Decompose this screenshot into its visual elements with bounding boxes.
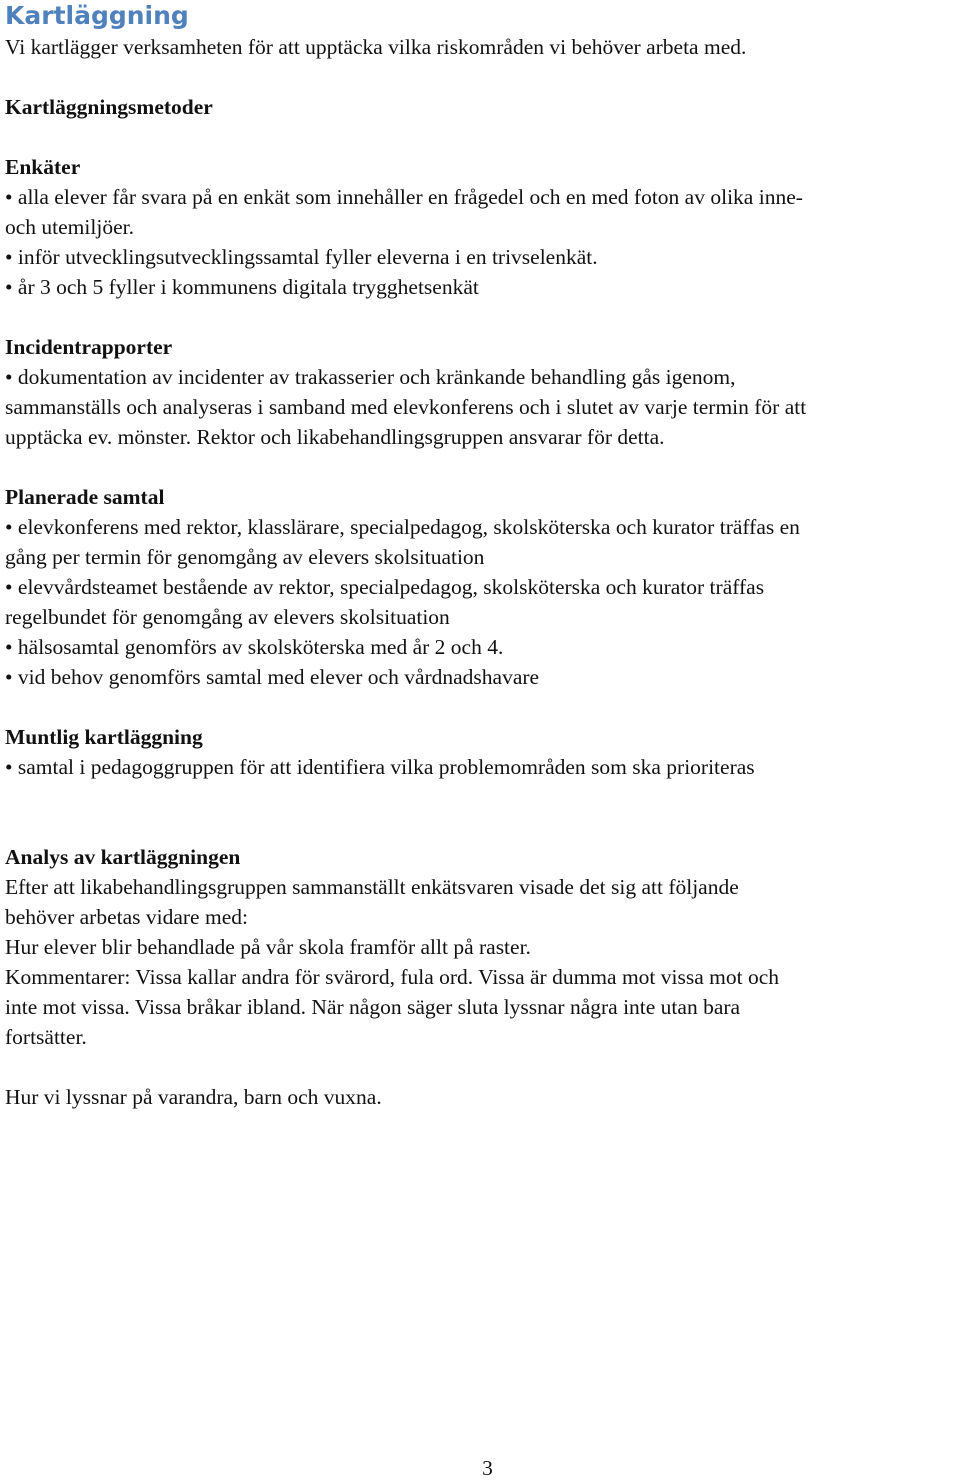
text-line: behöver arbetas vidare med:: [5, 905, 248, 929]
spacer: [5, 302, 960, 332]
text-line: • dokumentation av incidenter av trakasserier och kränkande behandling gås igenom,: [5, 365, 736, 389]
text-line: Efter att likabehandlingsgruppen sammanställt enkätsvaren visade det sig att följande: [5, 875, 739, 899]
text-line: • alla elever får svara på en enkät som innehåller en frågedel och en med foton av olika inne-: [5, 185, 803, 209]
section-analys: [5, 842, 960, 1112]
section-heading: Muntlig kartläggning: [5, 725, 203, 749]
text-line: • vid behov genomförs samtal med elever och vårdnadshavare: [5, 665, 540, 689]
text-line: • hälsosamtal genomförs av skolsköterska med år 2 och 4.: [5, 635, 504, 659]
section-enkater: [5, 152, 960, 302]
intro-text: Vi kartlägger verksamheten för att upptäcka vilka riskområden vi behöver arbeta med.: [5, 35, 747, 59]
text-line: • samtal i pedagoggruppen för att identifiera vilka problemområden som ska prioriteras: [5, 755, 755, 779]
page-title: Kartläggning: [5, 1, 189, 30]
text-line: upptäcka ev. mönster. Rektor och likabehandlingsgruppen ansvarar för detta.: [5, 425, 665, 449]
text-line: Hur elever blir behandlade på vår skola framför allt på raster.: [5, 935, 531, 959]
text-line: inte mot vissa. Vissa bråkar ibland. När någon säger sluta lyssnar några inte utan bara: [5, 995, 741, 1019]
spacer: [5, 782, 960, 842]
section-heading: Analys av kartläggningen: [5, 845, 241, 869]
section-heading: Enkäter: [5, 155, 81, 179]
text-line: Kommentarer: Vissa kallar andra för svärord, fula ord. Vissa är dumma mot vissa mot och: [5, 965, 780, 989]
text-line: • inför utvecklingsutvecklingssamtal fyller eleverna i en trivselenkät.: [5, 245, 598, 269]
section-heading: Incidentrapporter: [5, 335, 173, 359]
text-line: gång per termin för genomgång av elevers skolsituation: [5, 545, 485, 569]
section-heading: Planerade samtal: [5, 485, 165, 509]
methods-heading: Kartläggningsmetoder: [5, 95, 213, 119]
section-muntlig-kartlaggning: [5, 722, 960, 782]
text-line: sammanställs och analyseras i samband med elevkonferens och i slutet av varje termin för att: [5, 395, 807, 419]
text-line: • år 3 och 5 fyller i kommunens digitala trygghetsenkät: [5, 275, 479, 299]
spacer: [5, 1052, 960, 1082]
section-incidentrapporter: [5, 332, 960, 452]
spacer: [5, 62, 960, 92]
text-line: och utemiljöer.: [5, 215, 134, 239]
section-planerade-samtal: [5, 482, 960, 692]
text-line: • elevvårdsteamet bestående av rektor, specialpedagog, skolsköterska och kurator träffas: [5, 575, 765, 599]
text-line: • elevkonferens med rektor, klasslärare, specialpedagog, skolsköterska och kurator träffas en: [5, 515, 800, 539]
text-line: regelbundet för genomgång av elevers skolsituation: [5, 605, 450, 629]
text-line: Hur vi lyssnar på varandra, barn och vuxna.: [5, 1085, 382, 1109]
text-line: fortsätter.: [5, 1025, 87, 1049]
document-page: [5, 0, 960, 1112]
spacer: [5, 692, 960, 722]
spacer: [5, 452, 960, 482]
spacer: [5, 122, 960, 152]
page-number: 3: [482, 1456, 493, 1480]
